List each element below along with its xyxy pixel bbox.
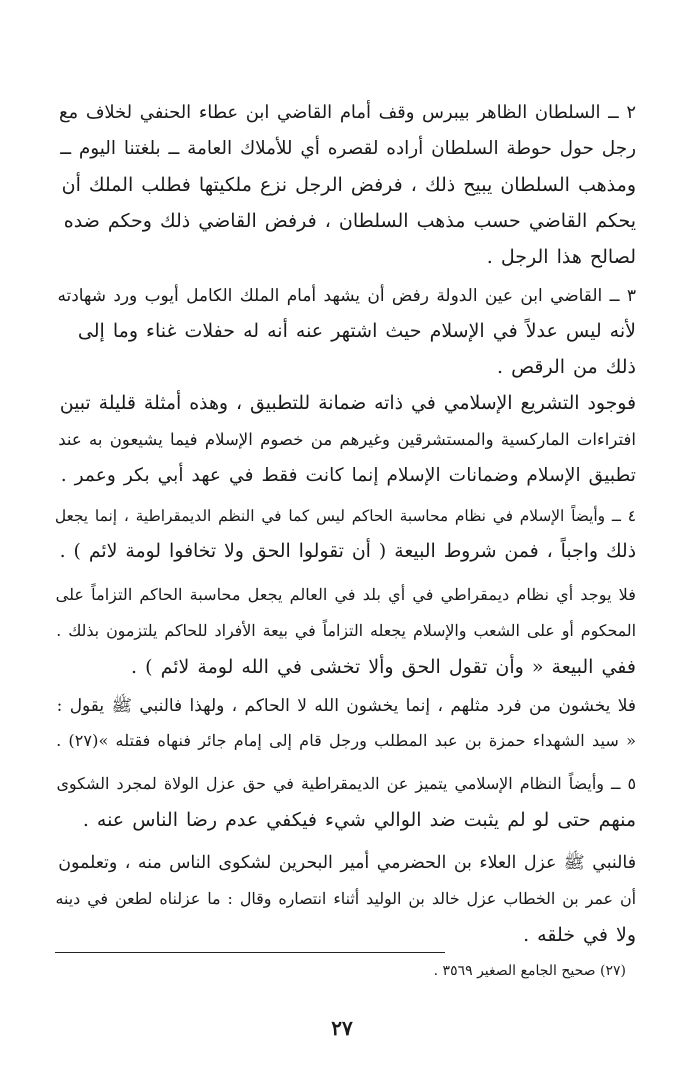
text-line: فوجود التشريع الإسلامي في ذاته ضمانة للتطبيق ، وهذه أمثلة قليلة تبين <box>59 393 636 414</box>
paragraph-hadith <box>56 687 636 759</box>
text-line: ٤ ــ وأيضاً الإسلام في نظام محاسبة الحاكم ليس كما في النظم الديمقراطية ، إنما يجعل <box>54 507 636 525</box>
text-line: ذلك من الرقص . <box>497 356 636 378</box>
text-line: يحكم القاضي حسب مذهب السلطان ، فرفض القاضي ذلك وحكم ضده <box>63 210 636 232</box>
text-line: ففي البيعة « وأن تقول الحق وألا تخشى في الله لومة لائم ) . <box>131 656 636 678</box>
text-line: « سيد الشهداء حمزة بن عبد المطلب ورجل قام إلى إمام جائر فنهاه فقتله »(٢٧) . <box>56 731 636 750</box>
page-number: ٢٧ <box>331 1016 353 1040</box>
text-line: فلا يوجد أي نظام ديمقراطي في أي بلد في العالم يجعل محاسبة الحاكم التزاماً على <box>55 585 636 604</box>
paragraph-item-4 <box>54 498 636 570</box>
text-line: أن عمر بن الخطاب عزل خالد بن الوليد أثناء انتصاره وقال : ما عزلناه لطعن في دينه <box>55 889 636 908</box>
paragraph-accountability <box>55 577 636 685</box>
text-line: فلا يخشون من فرد مثلهم ، إنما يخشون الله لا الحاكم ، ولهذا فالنبي ﷺ يقول : <box>56 695 636 715</box>
text-line: افتراءات الماركسية والمستشرقين وغيرهم من خصوم الإسلام فيما يشيعون به عند <box>58 430 636 449</box>
text-line: تطبيق الإسلام وضمانات الإسلام إنما كانت فقط في عهد أبي بكر وعمر . <box>60 465 636 486</box>
paragraph-item-2 <box>60 95 636 275</box>
text-line: فالنبي ﷺ عزل العلاء بن الحضرمي أمير البحرين لشكوى الناس منه ، وتعلمون <box>58 853 636 873</box>
footnote-separator <box>55 952 445 953</box>
text-line: ٢ ــ السلطان الظاهر بيبرس وقف أمام القاضي ابن عطاء الحنفي لخلاف مع <box>59 102 636 123</box>
text-line: ٥ ــ وأيضاً النظام الإسلامي يتميز عن الديمقراطية في حق عزل الولاة لمجرد الشكوى <box>56 774 636 793</box>
paragraph-item-5 <box>56 766 636 838</box>
text-line: لصالح هذا الرجل . <box>486 246 636 268</box>
text-line: المحكوم أو على الشعب والإسلام يجعله التزاماً في بيعة الأفراد للحاكم يلتزمون بذلك . <box>56 621 636 640</box>
text-line: ولا في خلقه . <box>523 924 636 946</box>
text-line: رجل حول حوطة السلطان أراده لقصره أي للأملاك العامة ــ بلغتنا اليوم ــ <box>60 138 636 159</box>
text-line: ٣ ــ القاضي ابن عين الدولة رفض أن يشهد أمام الملك الكامل أيوب ورد شهادته <box>57 285 636 305</box>
paragraph-item-3 <box>57 277 636 385</box>
footnote: (٢٧) صحيح الجامع الصغير ٣٥٦٩ . <box>433 963 626 979</box>
text-line: ذلك واجباً ، فمن شروط البيعة ( أن تقولوا الحق ولا تخافوا لومة لائم ) . <box>59 541 636 562</box>
paragraph-dismissal <box>55 845 636 953</box>
text-line: منهم حتى لو لم يثبت ضد الوالي شيء فيكفي عدم رضا الناس عنه . <box>82 809 636 831</box>
text-line: ومذهب السلطان يبيح ذلك ، فرفض الرجل نزع ملكيتها فطلب الملك أن <box>61 174 636 196</box>
text-line: لأنه ليس عدلاً في الإسلام حيث اشتهر عنه أنه له حفلات غناء وما إلى <box>77 320 636 342</box>
paragraph-legislation <box>60 386 636 494</box>
